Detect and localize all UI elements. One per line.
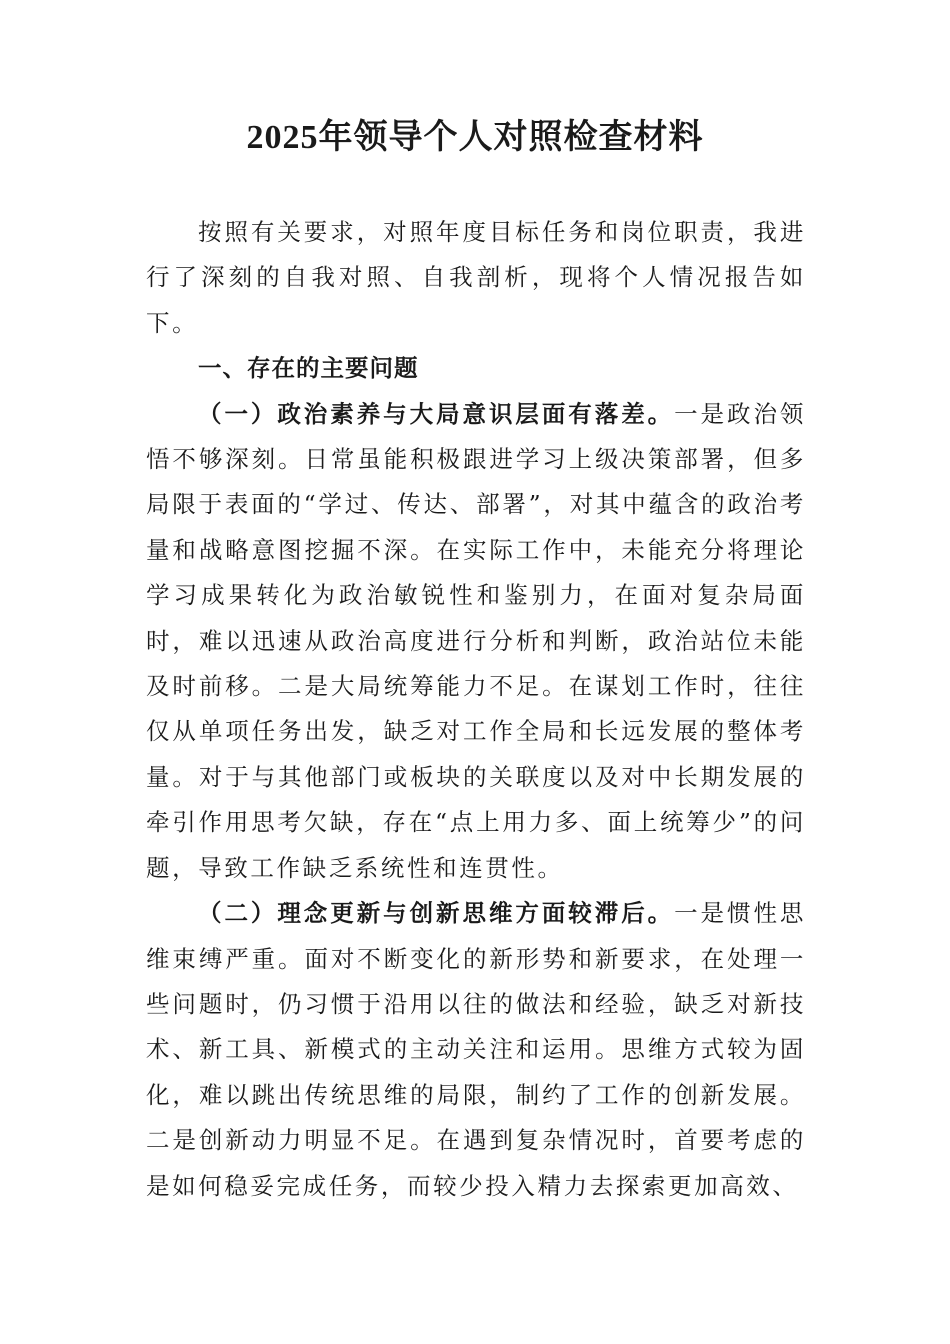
section-heading-problems: 一、存在的主要问题 <box>198 354 419 383</box>
intro-paragraph: 按照有关要求，对照年度目标任务和岗位职责，我进行了深刻的自我对照、自我剖析，现将个人情况报告如下。 <box>146 218 806 337</box>
problem-2-body: 一是惯性思维束缚严重。面对不断变化的新形势和新要求，在处理一些问题时，仍习惯于沿用以往的做法和经验，缺乏对新技术、新工具、新模式的主动关注和运用。思维方式较为固化，难以跳出传统思维的局限，制约了工作的创新发展。二是创新动力明显不足。在遇到复杂情况时，首要考虑的是如何稳妥完成任务，而较少投入精力去探索更加高效、 <box>146 899 806 1200</box>
document-body <box>146 210 806 1209</box>
document-title: 2025年领导个人对照检查材料 <box>246 119 704 156</box>
problem-2-heading: （二）理念更新与创新思维方面较滞后。 <box>198 899 675 928</box>
problem-paragraph-2 <box>146 891 806 1209</box>
problem-1-heading: （一）政治素养与大局意识层面有落差。 <box>198 399 675 428</box>
problem-1-body: 一是政治领悟不够深刻。日常虽能积极跟进学习上级决策部署，但多局限于表面的“学过、传达、部署”，对其中蕴含的政治考量和战略意图挖掘不深。在实际工作中，未能充分将理论学习成果转化为政治敏锐性和鉴别力，在面对复杂局面时，难以迅速从政治高度进行分析和判断，政治站位未能及时前移。二是大局统筹能力不足。在谋划工作时，往往仅从单项任务出发，缺乏对工作全局和长远发展的整体考量。对于与其他部门或板块的关联度以及对中长期发展的牵引作用思考欠缺，存在“点上用力多、面上统筹少”的问题，导致工作缺乏系统性和连贯性。 <box>146 399 806 882</box>
problem-paragraph-1 <box>146 392 806 891</box>
